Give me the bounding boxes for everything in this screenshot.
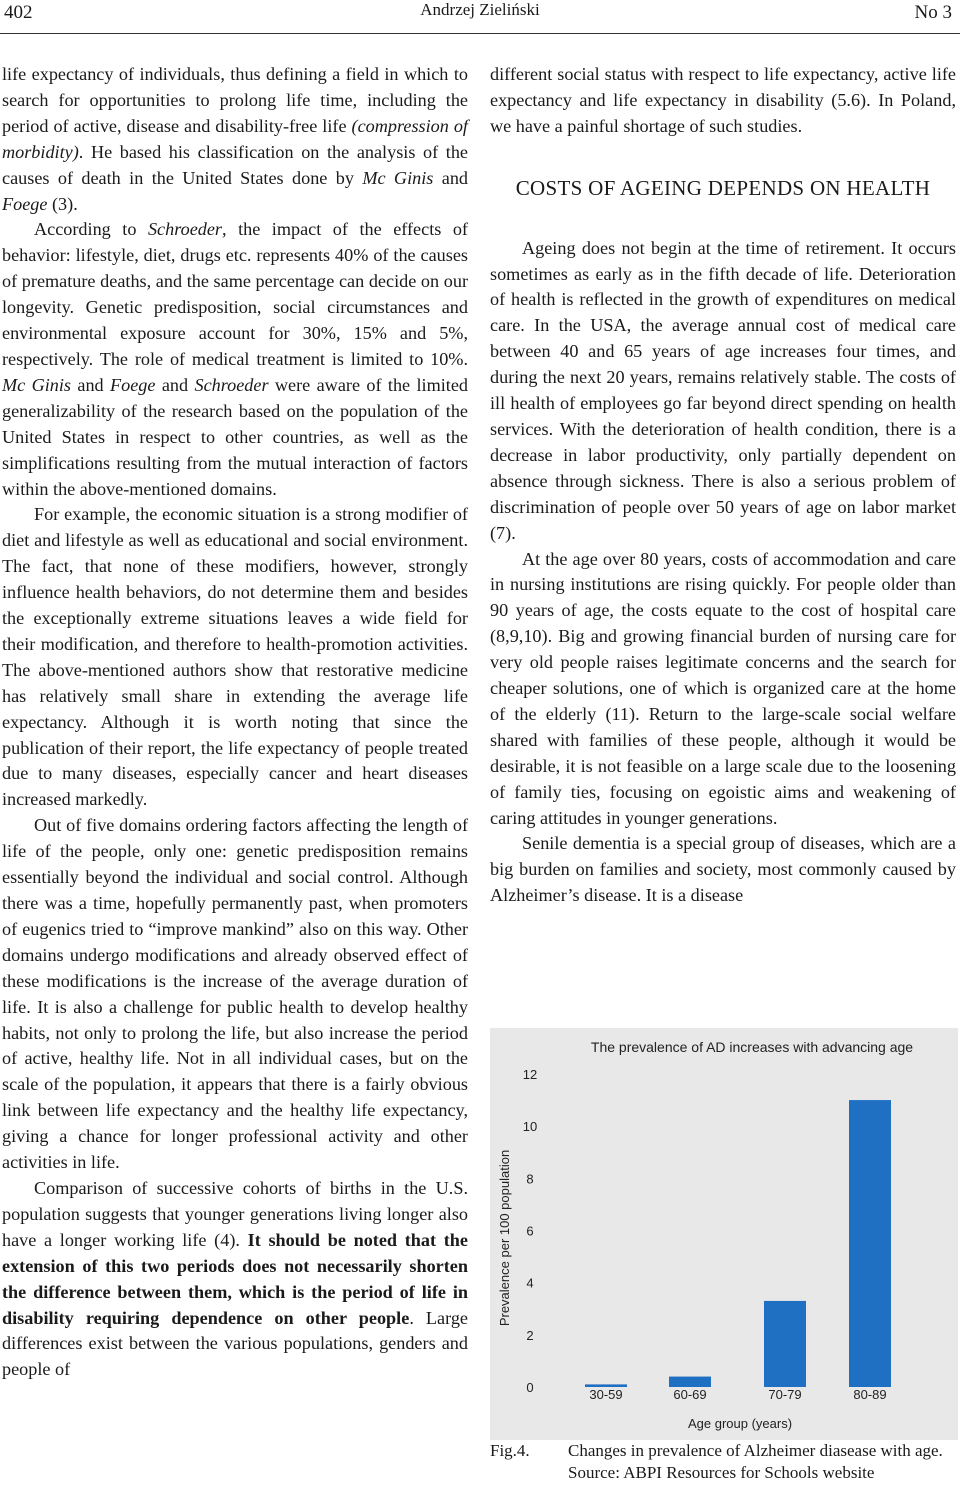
y-tick-label: 0 — [526, 1380, 534, 1395]
paragraph: For example, the economic situation is a strong modifier of diet and lifestyle as well as educational and social environment. The fact, that none of these modifiers, however, strongly influence health behaviors, do not determine them and besides the exceptionally extreme situations leaves a wide field for their modification, and therefore to health-promotion activities. The above-mentioned authors show that restorative medicine has relatively small share in extending the average life expectancy. Although it is worth noting that since the publication of their report, the life expectancy of people treated due to many diseases, especially cancer and heart diseases increased markedly. — [2, 504, 468, 810]
y-tick-label: 2 — [526, 1327, 534, 1343]
paragraph: Out of five domains ordering factors affecting the length of life of the people, only one: genetic predisposition remains essentially beyond the individual and social control. Although there was a time, hopefully permanently past, when promoters of eugenics tried to “improve mankind” also on this way. Other domains undergo modifications and already observed effect of these modifications is the increase of the average duration of life. It is also a challenge for public health to develop healthy habits, not only to prolong the life, but also increase the period of active, healthy life. Not in all individual cases, but on the scale of the population, it appears that there is a fairly obvious link between life expectancy and the healthy life expectancy, giving a chance for longer professional activity and other activities in life. — [2, 815, 468, 1173]
y-tick-label: 4 — [526, 1275, 534, 1291]
x-tick-label: 70-79 — [768, 1387, 802, 1402]
paragraph: life expectancy of individuals, thus defining a field in which to search for opportunities to prolong life time, including the period of active, disease and disability-free life (compression of morbidity). He based his classification on the analysis of the causes of death in the United States done by Mc Ginis and Foege (3). — [2, 64, 469, 214]
paragraph: Ageing does not begin at the time of retirement. It occurs sometimes as early as in the fifth decade of life. Deterioration of health is reflected in the growth of expenditures on medical care. In the USA, the average annual cost of medical care between 40 and 65 years of age increases four times, and during the next 20 years, remains relatively stable. The costs of ill health of employees go far beyond direct spending on health services. With the deterioration of health condition, there is a decrease in labor productivity, only partially dependent on absence through sickness. There is also a serious problem of discrimination of people over 50 years of age on labor market (7). — [490, 237, 956, 543]
paragraph: At the age over 80 years, costs of accommodation and care in nursing institutions are rising quickly. For people older than 90 years of age, the costs equate to the cost of hospital care (8,9,10). Big and growing financial burden of nursing care for very old people raises legitimate concerns and the search for cheaper solutions, one of which is organized care at the home of the elderly (11). Return to the large-scale social welfare shared with families of these people, although it would be desirable, it is not feasible on a large scale due to the loosening of family ties, focusing on egoistic aims and weakening of caring attitudes in younger generations. — [490, 548, 956, 828]
chart-x-label: Age group (years) — [687, 1416, 793, 1431]
y-tick-label: 10 — [522, 1119, 538, 1135]
bar-70-79 — [764, 1301, 806, 1387]
chart-svg — [490, 1028, 958, 1440]
page-header — [0, 0, 960, 34]
bar-60-69 — [669, 1377, 711, 1387]
section-heading: COSTS OF AGEING DEPENDS ON HEALTH — [515, 175, 931, 200]
bar-80-89 — [849, 1100, 891, 1387]
y-tick-label: 8 — [526, 1171, 534, 1187]
figure-label: Fig.4. — [490, 1441, 530, 1460]
y-tick-label: 12 — [522, 1067, 538, 1082]
running-author: Andrzej Zieliński — [420, 0, 540, 19]
prevalence-chart — [490, 1028, 958, 1440]
paragraph: different social status with respect to life expectancy, active life expectancy and life expectancy in disability (5.6). In Poland, we have a painful shortage of such studies. — [490, 64, 956, 136]
figure-caption-text: Changes in prevalence of Alzheimer diasease with age. Source: ABPI Resources for Schools website — [568, 1441, 943, 1482]
header-rule — [0, 33, 960, 34]
paragraph: Comparison of successive cohorts of births in the U.S. population suggests that younger generations living longer also have a longer working life (4). It should be noted that the extension of this two periods does not necessarily shorten the difference between them, which is the period of life in disability requiring dependence on other people. Large differences exist between the various populations, genders and people of — [2, 1177, 469, 1380]
issue-number: No 3 — [914, 2, 952, 23]
page-number: 402 — [4, 2, 33, 23]
paragraph: According to Schroeder, the impact of the effects of behavior: lifestyle, diet, drugs etc. represents 40% of the causes of premature deaths, and the same percentage can decide on our longevity. Genetic predisposition, social circumstances and environmental exposure account for 30%, 15% and 5%, respectively. The role of medical treatment is limited to 10%. Mc Ginis and Foege and Schroeder were aware of the limited generalizability of the research based on the population of the United States in respect to other countries, as well as the simplifications resulting from the mutual interaction of factors within the above-mentioned domains. — [2, 219, 469, 499]
chart-title: The prevalence of AD increases with advancing age — [590, 1039, 914, 1055]
x-tick-label: 80-89 — [853, 1387, 887, 1402]
x-tick-label: 30-59 — [589, 1387, 623, 1402]
chart-y-label: Prevalence per 100 population — [497, 1149, 512, 1327]
left-column — [2, 62, 468, 1383]
paragraph: Senile dementia is a special group of diseases, which are a big burden on families and society, most commonly caused by Alzheimer’s disease. It is a disease — [490, 833, 956, 906]
y-tick-label: 6 — [526, 1223, 534, 1239]
x-tick-label: 60-69 — [673, 1387, 707, 1402]
right-column — [490, 62, 956, 909]
